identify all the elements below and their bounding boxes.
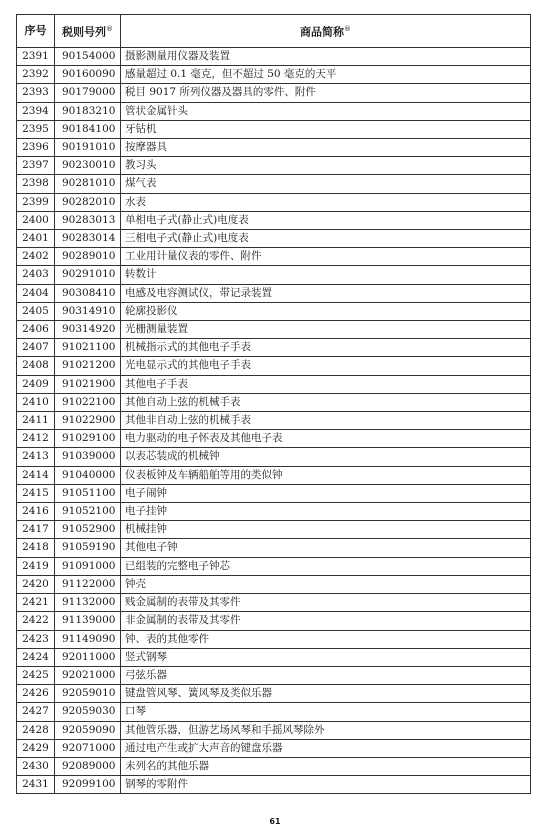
row-code: 90179000 [55,84,121,102]
row-code: 90291010 [55,266,121,284]
row-name: 未列名的其他乐器 [121,757,531,775]
page-number: 61 [269,817,281,826]
row-code: 91149090 [55,630,121,648]
header-code-footnote-mark: ® [106,25,113,34]
table-row [17,248,531,266]
row-name: 键盘管风琴、簧风琴及类似乐器 [121,685,531,703]
table-row [17,630,531,648]
header-seq-label: 序号 [24,24,47,38]
header-seq [17,15,55,48]
row-name: 贱金属制的表带及其零件 [121,594,531,612]
header-row [17,15,531,48]
table-body [17,48,531,794]
row-name: 钟壳 [121,575,531,593]
table-row [17,739,531,757]
row-code: 90160090 [55,66,121,84]
row-name: 轮廓投影仪 [121,302,531,320]
header-name-footnote-mark: ® [344,25,351,34]
row-name: 已组装的完整电子钟芯 [121,557,531,575]
row-code: 91022100 [55,393,121,411]
row-seq: 2400 [17,211,55,229]
row-code: 91040000 [55,466,121,484]
table-row [17,66,531,84]
table-row [17,648,531,666]
row-seq: 2391 [17,48,55,66]
row-seq: 2413 [17,448,55,466]
row-code: 91021200 [55,357,121,375]
row-seq: 2424 [17,648,55,666]
row-code: 91091000 [55,557,121,575]
row-code: 91039000 [55,448,121,466]
row-seq: 2419 [17,557,55,575]
row-seq: 2427 [17,703,55,721]
row-seq: 2426 [17,685,55,703]
row-name: 竖式钢琴 [121,648,531,666]
row-seq: 2411 [17,412,55,430]
row-seq: 2405 [17,302,55,320]
table-row [17,339,531,357]
row-seq: 2416 [17,503,55,521]
row-name: 按摩器具 [121,139,531,157]
row-name: 电子闹钟 [121,484,531,502]
header-name-label: 商品简称 [300,25,344,39]
row-name: 其他电子钟 [121,539,531,557]
row-seq: 2398 [17,175,55,193]
row-name: 其他电子手表 [121,375,531,393]
table-row [17,266,531,284]
tariff-table [16,14,531,794]
row-seq: 2428 [17,721,55,739]
table-row [17,139,531,157]
row-code: 90314910 [55,302,121,320]
row-name: 口琴 [121,703,531,721]
table-row [17,521,531,539]
row-seq: 2403 [17,266,55,284]
row-seq: 2430 [17,757,55,775]
table-row [17,484,531,502]
table-row [17,193,531,211]
row-seq: 2408 [17,357,55,375]
row-name: 工业用计量仪表的零件、附件 [121,248,531,266]
row-code: 91052900 [55,521,121,539]
row-code: 92059090 [55,721,121,739]
table-row [17,503,531,521]
row-code: 90154000 [55,48,121,66]
row-code: 90183210 [55,102,121,120]
row-name: 以表芯装成的机械钟 [121,448,531,466]
row-code: 91132000 [55,594,121,612]
row-code: 90191010 [55,139,121,157]
table-row [17,84,531,102]
row-name: 其他自动上弦的机械手表 [121,393,531,411]
row-code: 91021100 [55,339,121,357]
row-seq: 2415 [17,484,55,502]
row-seq: 2402 [17,248,55,266]
row-seq: 2431 [17,776,55,794]
row-seq: 2410 [17,393,55,411]
table-row [17,412,531,430]
row-name: 其他管乐器，但游艺场风琴和手摇风琴除外 [121,721,531,739]
row-seq: 2422 [17,612,55,630]
row-code: 92059010 [55,685,121,703]
row-code: 91139000 [55,612,121,630]
row-name: 感量超过 0.1 毫克，但不超过 50 毫克的天平 [121,66,531,84]
row-name: 机械指示式的其他电子手表 [121,339,531,357]
table-row [17,157,531,175]
row-seq: 2394 [17,102,55,120]
table-row [17,612,531,630]
row-code: 90308410 [55,284,121,302]
table-row [17,48,531,66]
row-seq: 2418 [17,539,55,557]
table-row [17,211,531,229]
table-row [17,284,531,302]
row-code: 91022900 [55,412,121,430]
row-name: 钢琴的零附件 [121,776,531,794]
table-row [17,594,531,612]
table-row [17,448,531,466]
table-row [17,721,531,739]
table-row [17,357,531,375]
row-seq: 2393 [17,84,55,102]
row-name: 水表 [121,193,531,211]
row-seq: 2395 [17,120,55,138]
row-name: 转数计 [121,266,531,284]
table-row [17,776,531,794]
table-header [17,15,531,48]
table-row [17,539,531,557]
row-code: 90282010 [55,193,121,211]
table-row [17,430,531,448]
table-row [17,175,531,193]
row-name: 煤气表 [121,175,531,193]
row-code: 92011000 [55,648,121,666]
row-seq: 2406 [17,321,55,339]
header-name [121,15,531,48]
row-name: 摄影测量用仪器及装置 [121,48,531,66]
row-code: 90289010 [55,248,121,266]
row-name: 仪表板钟及车辆船舶等用的类似钟 [121,466,531,484]
row-name: 教习头 [121,157,531,175]
row-name: 光栅测量装置 [121,321,531,339]
row-seq: 2412 [17,430,55,448]
table-row [17,557,531,575]
row-code: 92099100 [55,776,121,794]
row-seq: 2423 [17,630,55,648]
row-name: 其他非自动上弦的机械手表 [121,412,531,430]
row-seq: 2407 [17,339,55,357]
table-row [17,302,531,320]
row-seq: 2417 [17,521,55,539]
header-code-label: 税则号列 [62,25,106,39]
row-name: 弓弦乐器 [121,666,531,684]
row-code: 91052100 [55,503,121,521]
row-seq: 2414 [17,466,55,484]
header-code [55,15,121,48]
row-code: 91051100 [55,484,121,502]
row-name: 通过电产生或扩大声音的键盘乐器 [121,739,531,757]
row-code: 90283013 [55,211,121,229]
row-name: 电力驱动的电子怀表及其他电子表 [121,430,531,448]
row-code: 91029100 [55,430,121,448]
table-row [17,393,531,411]
table-row [17,703,531,721]
row-name: 牙钻机 [121,120,531,138]
row-name: 三相电子式(静止式)电度表 [121,230,531,248]
row-code: 92059030 [55,703,121,721]
row-seq: 2392 [17,66,55,84]
row-code: 92021000 [55,666,121,684]
row-seq: 2429 [17,739,55,757]
table-row [17,757,531,775]
row-seq: 2409 [17,375,55,393]
table-row [17,685,531,703]
table-row [17,666,531,684]
row-name: 光电显示式的其他电子手表 [121,357,531,375]
row-seq: 2397 [17,157,55,175]
row-name: 电感及电容测试仪，带记录装置 [121,284,531,302]
row-seq: 2425 [17,666,55,684]
table-row [17,321,531,339]
row-name: 税目 9017 所列仪器及器具的零件、附件 [121,84,531,102]
row-code: 92071000 [55,739,121,757]
row-seq: 2420 [17,575,55,593]
row-seq: 2399 [17,193,55,211]
row-code: 90281010 [55,175,121,193]
row-code: 90283014 [55,230,121,248]
table-row [17,375,531,393]
row-code: 90184100 [55,120,121,138]
row-code: 92089000 [55,757,121,775]
table-row [17,230,531,248]
row-seq: 2401 [17,230,55,248]
table-row [17,102,531,120]
row-seq: 2404 [17,284,55,302]
row-name: 单相电子式(静止式)电度表 [121,211,531,229]
row-name: 管状金属针头 [121,102,531,120]
row-name: 电子挂钟 [121,503,531,521]
row-code: 91021900 [55,375,121,393]
row-seq: 2421 [17,594,55,612]
table-row [17,120,531,138]
row-code: 91122000 [55,575,121,593]
table-row [17,466,531,484]
row-code: 90230010 [55,157,121,175]
row-name: 机械挂钟 [121,521,531,539]
table-row [17,575,531,593]
row-seq: 2396 [17,139,55,157]
row-code: 90314920 [55,321,121,339]
row-name: 非金属制的表带及其零件 [121,612,531,630]
row-name: 钟、表的其他零件 [121,630,531,648]
row-code: 91059190 [55,539,121,557]
